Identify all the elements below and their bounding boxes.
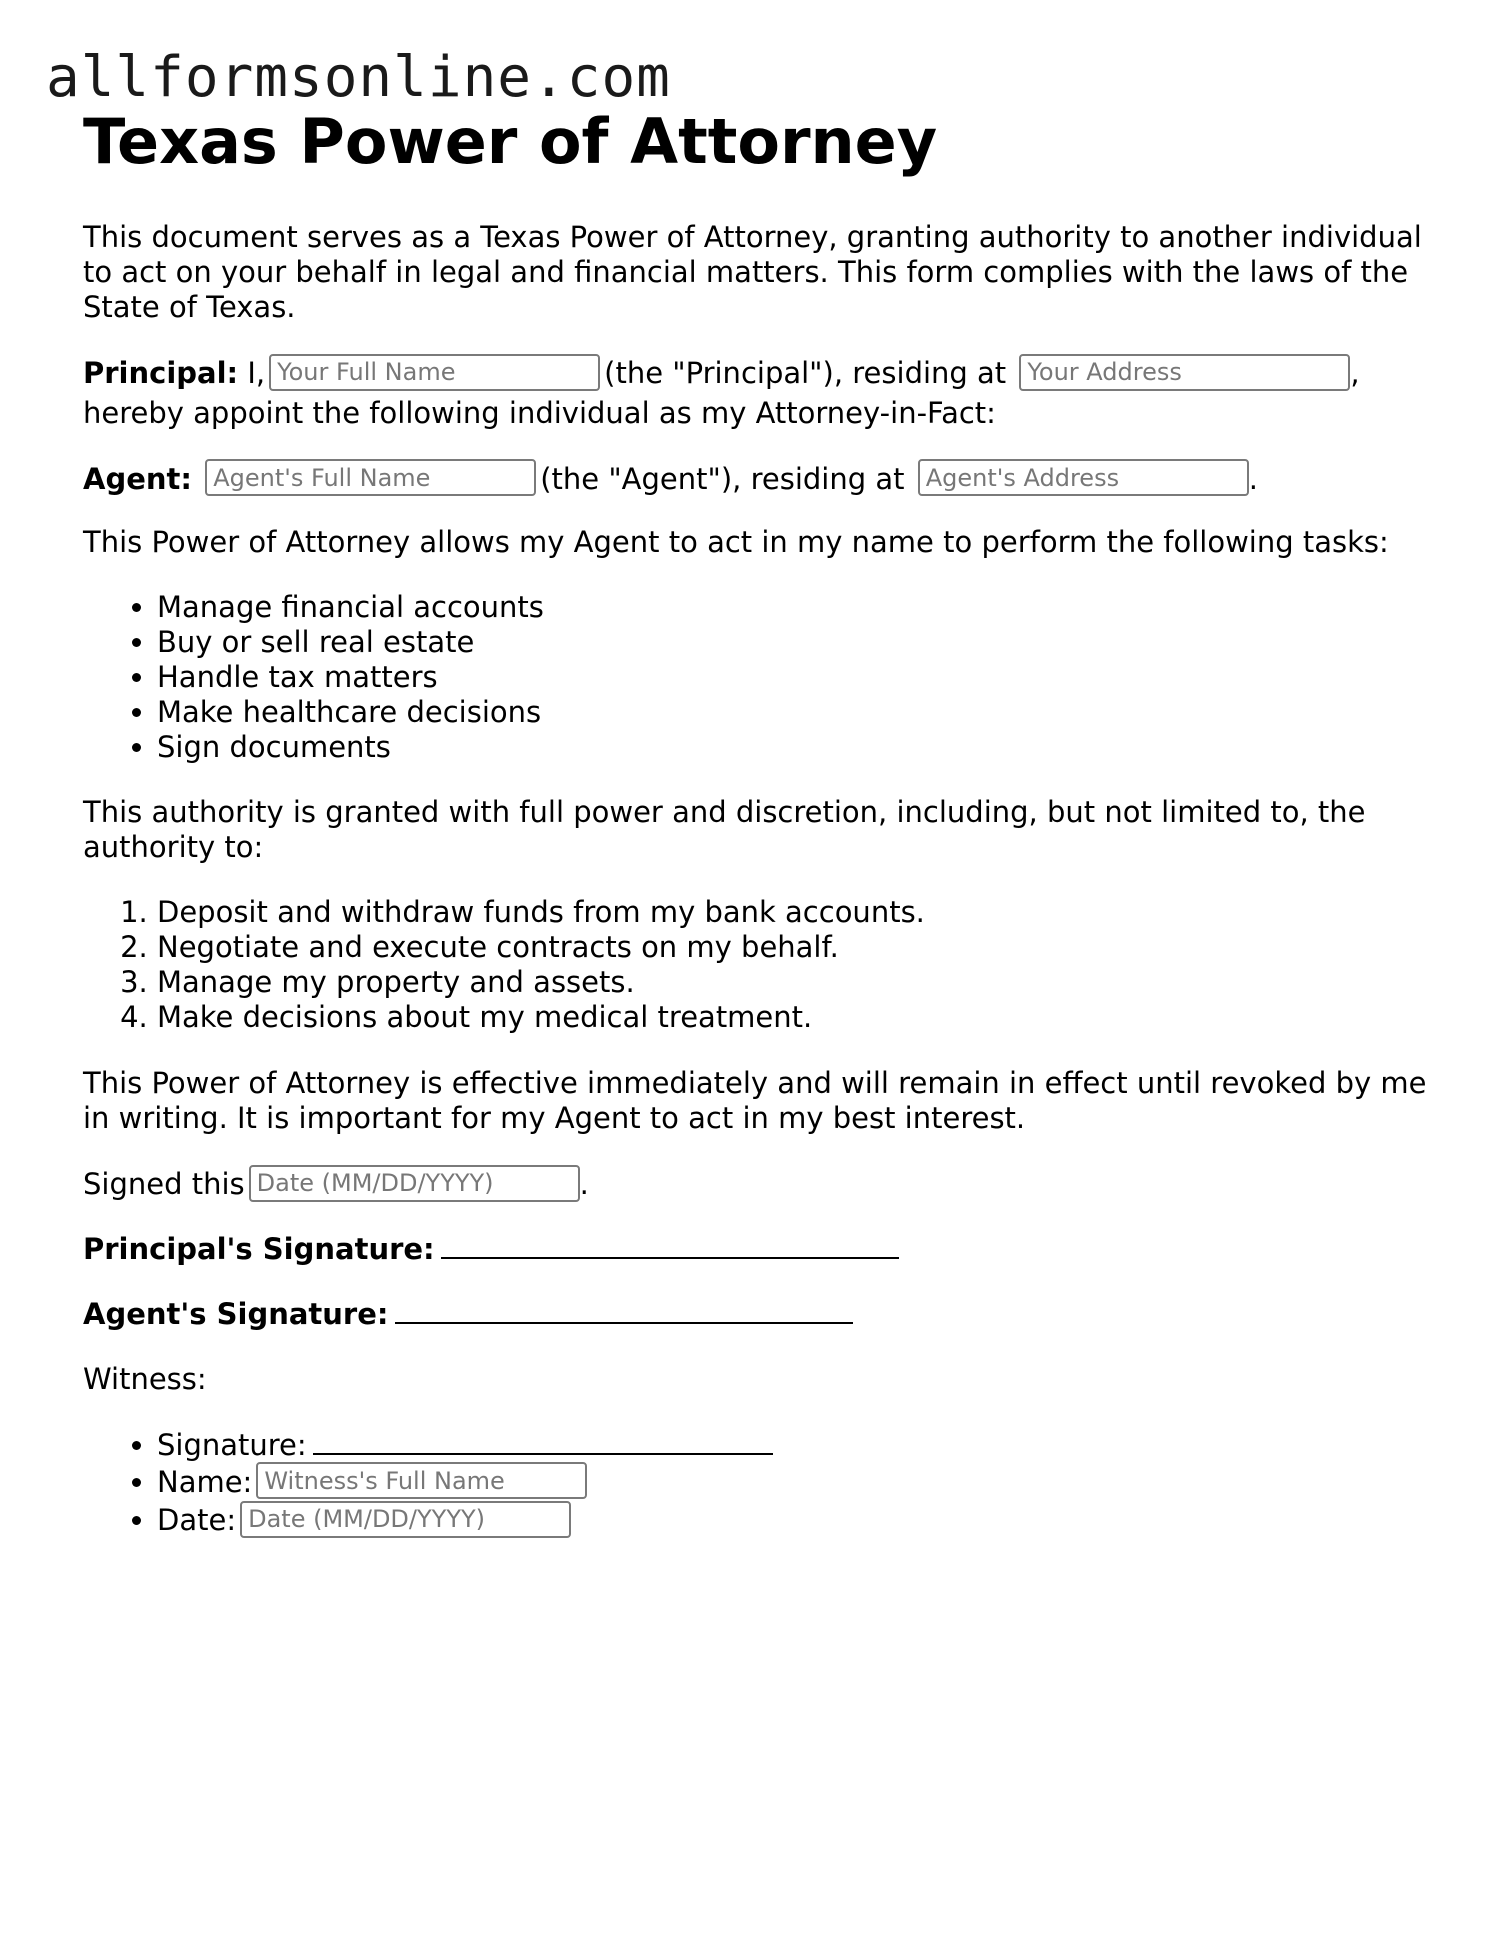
agent-text-middle: (the "Agent"), residing at — [540, 461, 905, 496]
agent-signature-blank[interactable] — [395, 1298, 853, 1324]
agent-paragraph — [83, 460, 1433, 500]
agent-signature-line — [83, 1297, 1433, 1332]
witness-name-label: Name: — [157, 1464, 253, 1499]
witness-list — [83, 1427, 1433, 1541]
principal-address-field[interactable] — [1019, 354, 1350, 391]
signed-text-before: Signed this — [83, 1167, 245, 1201]
witness-signature-blank[interactable] — [313, 1429, 773, 1455]
agent-signature-label: Agent's Signature: — [83, 1296, 389, 1331]
list-item: 2. Negotiate and execute contracts on my behalf. — [157, 930, 1433, 965]
signed-text-after: . — [579, 1167, 589, 1201]
witness-date-field[interactable] — [240, 1501, 571, 1538]
principal-paragraph — [83, 354, 1433, 433]
agent-name-field[interactable] — [205, 459, 536, 496]
principal-signature-label: Principal's Signature: — [83, 1231, 435, 1266]
principal-signature-line — [83, 1232, 1433, 1267]
tasks-list — [83, 590, 1433, 765]
signed-date-field[interactable] — [249, 1165, 580, 1202]
signed-line — [83, 1165, 1433, 1205]
authority-intro: This authority is granted with full power and discretion, including, but not limited to, the authority to: — [83, 795, 1366, 864]
witness-signature-label: Signature: — [157, 1427, 307, 1462]
intro-paragraph: This document serves as a Texas Power of Attorney, granting authority to another individual to act on your behalf in legal and financial matters. This form complies with the laws of the State of Texas. — [83, 220, 1422, 324]
witness-name-item — [157, 1464, 1433, 1503]
list-item: 4. Make decisions about my medical treatment. — [157, 1000, 1433, 1035]
list-item: 3. Manage my property and assets. — [157, 965, 1433, 1000]
list-item: • Buy or sell real estate — [157, 625, 1433, 660]
tasks-intro: This Power of Attorney allows my Agent to act in my name to perform the following tasks: — [83, 525, 1389, 559]
list-item: 1. Deposit and withdraw funds from my bank accounts. — [157, 895, 1433, 930]
witness-name-field[interactable] — [256, 1462, 587, 1499]
list-item: • Make healthcare decisions — [157, 695, 1433, 730]
document-page — [83, 104, 1433, 1541]
witness-label: Witness: — [83, 1361, 207, 1396]
witness-signature-item — [157, 1427, 1433, 1464]
authorities-list — [83, 895, 1433, 1035]
principal-name-field[interactable] — [269, 354, 600, 391]
principal-text-middle: (the "Principal"), residing at — [604, 356, 1007, 390]
witness-date-item — [157, 1502, 1433, 1541]
agent-address-field[interactable] — [918, 459, 1249, 496]
agent-label: Agent: — [83, 461, 192, 496]
principal-label: Principal: — [83, 356, 239, 390]
list-item: • Sign documents — [157, 730, 1433, 765]
list-item: • Manage financial accounts — [157, 590, 1433, 625]
witness-date-label: Date: — [157, 1503, 237, 1537]
effective-paragraph: This Power of Attorney is effective immediately and will remain in effect until revoked by me in writing. It is important for my Agent to act in my best interest. — [83, 1066, 1427, 1135]
site-watermark: allformsonline.com — [46, 45, 671, 110]
principal-signature-blank[interactable] — [441, 1233, 899, 1259]
principal-text-before: I, — [247, 356, 266, 390]
list-item: • Handle tax matters — [157, 660, 1433, 695]
agent-text-after: . — [1248, 461, 1258, 496]
page-title: Texas Power of Attorney — [83, 105, 938, 178]
principal-text-after: , hereby appoint the following individual as my Attorney-in-Fact: — [83, 356, 1360, 430]
